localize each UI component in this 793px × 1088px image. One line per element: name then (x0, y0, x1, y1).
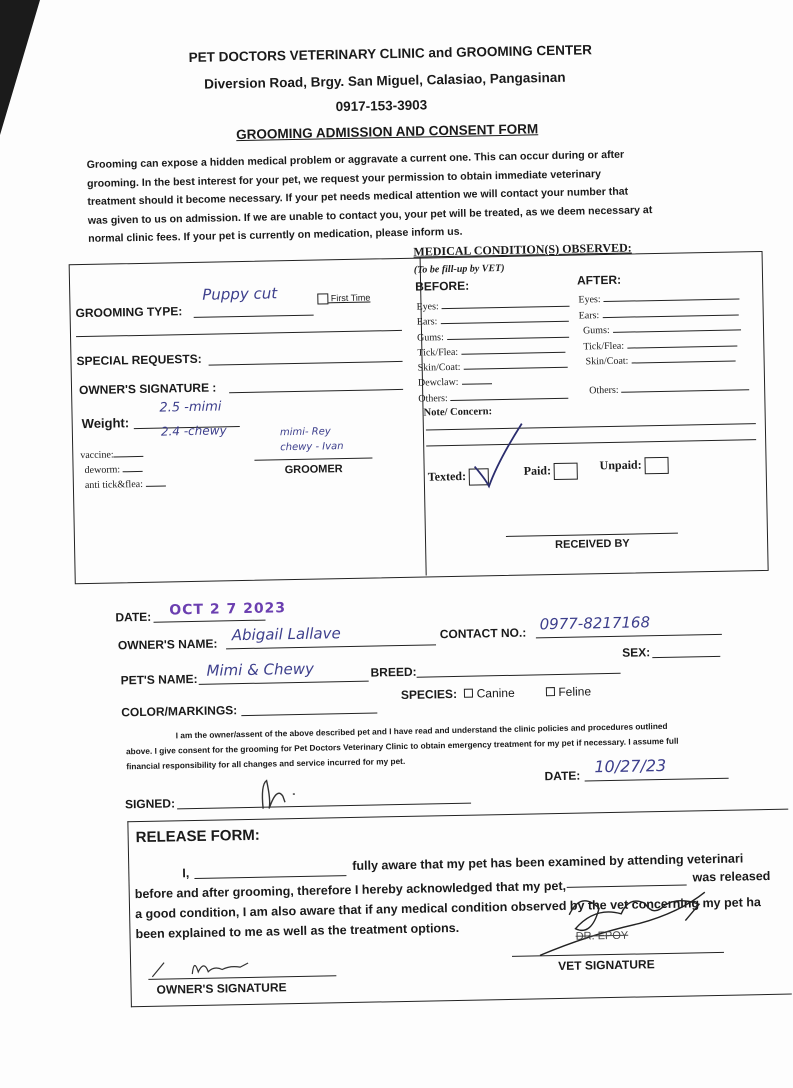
after-skin (579, 351, 741, 370)
anti-tick-text: anti tick&flea: (84, 478, 144, 492)
intro-line: normal clinic fees. If your pet is currently on medication, please inform us. (88, 225, 463, 245)
release-line-4: been explained to me as well as the treatment options. (135, 920, 460, 942)
weight-value-chewy[interactable]: 2.4 -chewy (160, 423, 227, 439)
grooming-type-value[interactable]: Puppy cut (202, 284, 278, 304)
contact-value[interactable]: 0977-8217168 (539, 613, 651, 634)
before-tick-line[interactable] (461, 352, 565, 355)
after-others-label: Others: (589, 384, 619, 397)
paid-checkbox[interactable] (524, 463, 579, 481)
after-gums-line[interactable] (613, 329, 741, 332)
paid-box[interactable] (554, 463, 578, 480)
before-others (418, 388, 571, 406)
pet-name-label: PET'S NAME: (120, 671, 198, 688)
release-line-1-b: fully aware that my pet has been examined by attending veterinari (352, 851, 744, 873)
vet-signature-label: VET SIGNATURE (558, 957, 655, 974)
contact-line (536, 634, 722, 639)
after-ears-label: Ears: (578, 309, 600, 322)
first-time-checkbox[interactable] (317, 293, 370, 305)
before-ears-line[interactable] (440, 321, 568, 324)
vaccine-text: vaccine: (80, 449, 114, 462)
after-others-line[interactable] (622, 389, 750, 392)
species-label: SPECIES: (400, 686, 458, 703)
signed-line[interactable] (177, 803, 471, 810)
release-line-1-a: I, (182, 866, 190, 881)
before-tick-label: Tick/Flea: (417, 346, 459, 359)
date-label: DATE: (115, 609, 152, 625)
after-label: AFTER: (576, 272, 622, 288)
feline-label: Feline (558, 684, 592, 699)
date-value[interactable]: OCT 2 7 2023 (169, 600, 287, 619)
release-title: RELEASE FORM: (135, 826, 260, 847)
first-time-label: First Time (330, 292, 371, 304)
checkmark-stroke (474, 424, 523, 487)
pet-name-value[interactable]: Mimi & Chewy (206, 659, 315, 680)
after-eyes-label: Eyes: (578, 294, 601, 306)
vet-signature-stroke (539, 892, 706, 955)
pet-name-line (199, 681, 369, 685)
before-skin-label: Skin/Coat: (417, 361, 461, 374)
canine-checkbox[interactable] (464, 689, 473, 698)
feline-option[interactable] (546, 684, 591, 699)
after-tick-label: Tick/Flea: (583, 340, 625, 352)
special-requests-label: SPECIAL REQUESTS: (76, 351, 202, 369)
release-owner-label: OWNER'S SIGNATURE (156, 980, 287, 997)
groomer-label: GROOMER (284, 463, 343, 477)
after-gums-label: Gums: (582, 324, 610, 337)
signed-label: SIGNED: (124, 796, 176, 812)
consent-date-label: DATE: (544, 768, 581, 784)
canine-option[interactable] (464, 686, 515, 701)
anti-tick-line[interactable] (145, 485, 165, 486)
sex-line[interactable] (652, 656, 720, 658)
contact-label: CONTACT NO.: (439, 625, 527, 642)
vaccine-line[interactable] (114, 456, 144, 458)
owner-signature-scribble (254, 772, 305, 813)
anti-tick-label (85, 478, 166, 491)
release-line-3: a good condition, I am also aware that if any medical condition observed by the vet concerning my pet ha (134, 895, 761, 922)
consent-line-3: financial responsibility for all changes and service incurred for my pet. (126, 755, 406, 772)
medical-title: MEDICAL CONDITION(S) OBSERVED: (413, 240, 632, 259)
breed-label: BREED: (370, 664, 417, 680)
clinic-address: Diversion Road, Brgy. San Miguel, Calasiao, Pangasinan (204, 69, 566, 92)
weight-value-mimi[interactable]: 2.5 -mimi (159, 399, 222, 416)
owner-name-value[interactable]: Abigail Lallave (231, 624, 341, 645)
note-label: Note/ Concern: (423, 406, 493, 419)
medical-subtitle: (To be fill-up by VET) (413, 262, 505, 276)
deworm-label (85, 464, 143, 476)
intro-paragraph (87, 145, 653, 248)
intro-line: was given to us on admission. If we are unable to contact you, your pet will be treated, as we deem necessary at (87, 203, 653, 227)
after-skin-label: Skin/Coat: (585, 355, 629, 368)
intro-line: Grooming can expose a hidden medical problem or aggravate a current one. This can occur during or after (86, 148, 625, 171)
owner-signature-label: OWNER'S SIGNATURE : (78, 380, 217, 398)
release-owner-stroke (152, 961, 248, 977)
consent-date-value[interactable]: 10/27/23 (594, 755, 667, 777)
after-eyes-line[interactable] (604, 298, 740, 302)
unpaid-box[interactable] (644, 457, 668, 474)
before-dewclaw-line[interactable] (462, 384, 492, 386)
intro-line: treatment should it become necessary. If your pet needs medical attention we will contact your number that (87, 185, 629, 208)
before-others-line[interactable] (451, 398, 569, 401)
canine-label: Canine (476, 685, 515, 701)
grooming-type-label: GROOMING TYPE: (75, 304, 183, 321)
weight-label: Weight: (81, 415, 130, 432)
clinic-name: PET DOCTORS VETERINARY CLINIC and GROOMING CENTER (188, 42, 593, 65)
deworm-line[interactable] (123, 471, 143, 472)
intro-line: grooming. In the best interest for your pet, we request your permission to obtain immediate veterinary (86, 167, 602, 190)
unpaid-checkbox[interactable] (599, 457, 668, 475)
consent-line-1: I am the owner/assent of the above described pet and I have read and understand the clinic policies and procedures outlined (175, 720, 668, 741)
deworm-text: deworm: (84, 464, 121, 477)
groomer-chewy[interactable]: chewy - Ivan (280, 441, 344, 454)
paid-label: Paid: (523, 463, 552, 478)
groomer-mimi[interactable]: mimi- Rey (279, 426, 331, 439)
after-skin-line[interactable] (631, 361, 735, 364)
before-gums-line[interactable] (447, 336, 569, 339)
color-line[interactable] (241, 712, 377, 716)
vaccine-label (80, 449, 144, 461)
before-dewclaw-label: Dewclaw: (417, 377, 459, 390)
signature-stroke (262, 780, 295, 809)
after-ears-line[interactable] (602, 314, 738, 318)
color-label: COLOR/MARKINGS: (121, 703, 238, 720)
after-fields (578, 289, 741, 370)
before-label: BEFORE: (415, 278, 470, 294)
before-skin-line[interactable] (464, 367, 568, 370)
before-gums-label: Gums: (417, 331, 444, 344)
consent-line-2: above. I give consent for the grooming for Pet Doctors Veterinary Clinic to obtain emergency treatment for my pet if necessary. I assume full (125, 735, 679, 757)
before-eyes-label: Eyes: (416, 301, 439, 313)
breed-line[interactable] (417, 673, 621, 678)
after-tick-line[interactable] (627, 345, 737, 348)
before-fields (416, 297, 571, 407)
vet-stamp: DR. EPOY (575, 929, 629, 943)
date-line (154, 620, 266, 623)
received-by-label: RECEIVED BY (555, 537, 630, 552)
first-time-box[interactable] (317, 293, 328, 304)
clinic-phone: 0917-153-3903 (335, 97, 428, 115)
feline-checkbox[interactable] (546, 687, 555, 696)
before-others-label: Others: (418, 392, 448, 405)
before-ears-label: Ears: (416, 316, 438, 328)
texted-label: Texted: (427, 468, 467, 484)
release-line-2-b: was released (692, 868, 771, 885)
form-title: GROOMING ADMISSION AND CONSENT FORM (236, 121, 539, 143)
texted-checkmark (468, 420, 529, 491)
unpaid-label: Unpaid: (599, 457, 642, 473)
sex-label: SEX: (622, 645, 651, 660)
consent-date-line (585, 778, 729, 782)
release-line-2-a: before and after grooming, therefore I hereby acknowledged that my pet, (134, 878, 567, 902)
owner-name-label: OWNER'S NAME: (117, 636, 218, 653)
species-field (401, 684, 591, 702)
before-eyes-line[interactable] (442, 306, 570, 309)
owner-name-line (226, 644, 436, 649)
